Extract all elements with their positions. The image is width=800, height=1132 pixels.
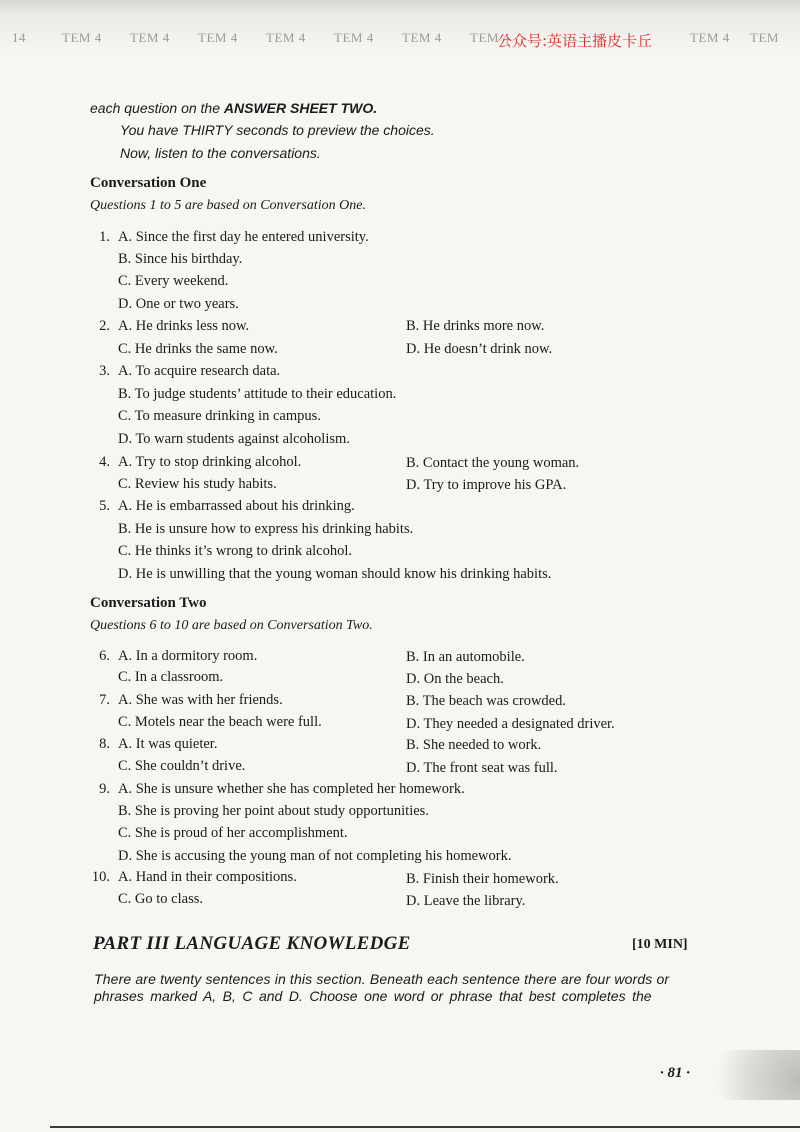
option-a: A. To acquire research data. xyxy=(118,363,281,379)
question-number: 7. xyxy=(99,692,110,708)
option-a: A. He is embarrassed about his drinking. xyxy=(118,498,355,514)
conversation-two-subtitle: Questions 6 to 10 are based on Conversation Two. xyxy=(90,618,373,633)
option-a: A. Hand in their compositions. xyxy=(118,869,297,885)
option-c: C. Go to class. xyxy=(118,891,203,907)
question-number: 3. xyxy=(99,363,110,379)
question-number: 8. xyxy=(99,736,110,752)
question-number: 1. xyxy=(99,229,110,245)
intro-line-3: Now, listen to the conversations. xyxy=(120,145,321,161)
option-a: A. In a dormitory room. xyxy=(118,648,258,664)
option-b: B. He drinks more now. xyxy=(406,318,545,334)
option-d: D. The front seat was full. xyxy=(406,760,558,776)
option-b: B. The beach was crowded. xyxy=(406,693,566,709)
tem-label: TEM 4 xyxy=(130,30,170,45)
intro-line-1: each question on the ANSWER SHEET TWO. xyxy=(90,100,378,116)
option-c: C. She couldn’t drive. xyxy=(118,758,246,774)
option-a: A. It was quieter. xyxy=(118,736,218,752)
bottom-edge-line xyxy=(50,1126,800,1128)
page-corner-shadow xyxy=(700,1050,800,1100)
option-c: C. To measure drinking in campus. xyxy=(118,408,321,424)
option-d: D. One or two years. xyxy=(118,296,239,312)
option-d: D. To warn students against alcoholism. xyxy=(118,431,350,447)
option-c: C. Every weekend. xyxy=(118,273,229,289)
tem-label: TEM 4 xyxy=(62,30,102,45)
tem-label: TEM 4 xyxy=(690,30,730,45)
option-c: C. Motels near the beach were full. xyxy=(118,714,322,730)
option-c: C. She is proud of her accomplishment. xyxy=(118,825,348,841)
option-c: C. He drinks the same now. xyxy=(118,341,278,357)
conversation-one-subtitle: Questions 1 to 5 are based on Conversation One. xyxy=(90,198,366,213)
conversation-one-title: Conversation One xyxy=(90,175,207,191)
part-three-time: [10 MIN] xyxy=(632,937,688,952)
option-d: D. Try to improve his GPA. xyxy=(406,477,567,493)
tem-label: 14 xyxy=(12,30,26,45)
page-number: · 81 · xyxy=(660,1065,690,1081)
option-d: D. Leave the library. xyxy=(406,893,526,909)
option-c: C. In a classroom. xyxy=(118,669,224,685)
option-a: A. She was with her friends. xyxy=(118,692,283,708)
question-number: 6. xyxy=(99,648,110,664)
option-a: A. Try to stop drinking alcohol. xyxy=(118,454,302,470)
tem-label: TEM 4 xyxy=(198,30,238,45)
watermark: 公众号:英语主播皮卡丘 xyxy=(497,32,653,50)
option-b: B. To judge students’ attitude to their education. xyxy=(118,386,397,402)
option-a: A. He drinks less now. xyxy=(118,318,250,334)
option-c: C. Review his study habits. xyxy=(118,476,277,492)
part-three-instruction-line-1: There are twenty sentences in this section. Beneath each sentence there are four words or xyxy=(94,971,670,987)
option-b: B. Since his birthday. xyxy=(118,251,243,267)
option-b: B. Finish their homework. xyxy=(406,871,559,887)
tem-label: TEM xyxy=(750,30,779,45)
option-a: A. She is unsure whether she has completed her homework. xyxy=(118,781,465,797)
question-number: 2. xyxy=(99,318,110,334)
question-number: 9. xyxy=(99,781,110,797)
option-d: D. They needed a designated driver. xyxy=(406,716,615,732)
option-c: C. He thinks it’s wrong to drink alcohol. xyxy=(118,543,352,559)
option-b: B. He is unsure how to express his drinking habits. xyxy=(118,521,414,537)
question-number: 5. xyxy=(99,498,110,514)
part-three-instruction-line-2: phrases marked A, B, C and D. Choose one word or phrase that best completes the xyxy=(94,988,652,1004)
option-d: D. He is unwilling that the young woman should know his drinking habits. xyxy=(118,566,552,582)
question-number: 10. xyxy=(91,869,110,885)
part-three-title: PART III LANGUAGE KNOWLEDGE xyxy=(93,933,411,954)
option-b: B. She needed to work. xyxy=(406,737,542,753)
tem-label: TEM 4 xyxy=(402,30,442,45)
option-d: D. On the beach. xyxy=(406,671,504,687)
option-a: A. Since the first day he entered university. xyxy=(118,229,369,245)
tem-header-row xyxy=(0,30,800,52)
option-d: D. She is accusing the young man of not completing his homework. xyxy=(118,848,512,864)
option-b: B. Contact the young woman. xyxy=(406,455,580,471)
tem-label: TEM 4 xyxy=(266,30,306,45)
conversation-two-title: Conversation Two xyxy=(90,595,207,611)
intro-line-2: You have THIRTY seconds to preview the choices. xyxy=(120,122,435,138)
tem-label: TEM 4 xyxy=(334,30,374,45)
question-number: 4. xyxy=(99,454,110,470)
option-b: B. In an automobile. xyxy=(406,649,525,665)
option-d: D. He doesn’t drink now. xyxy=(406,341,553,357)
option-b: B. She is proving her point about study opportunities. xyxy=(118,803,429,819)
tem-label: TEM 4 xyxy=(470,30,510,45)
